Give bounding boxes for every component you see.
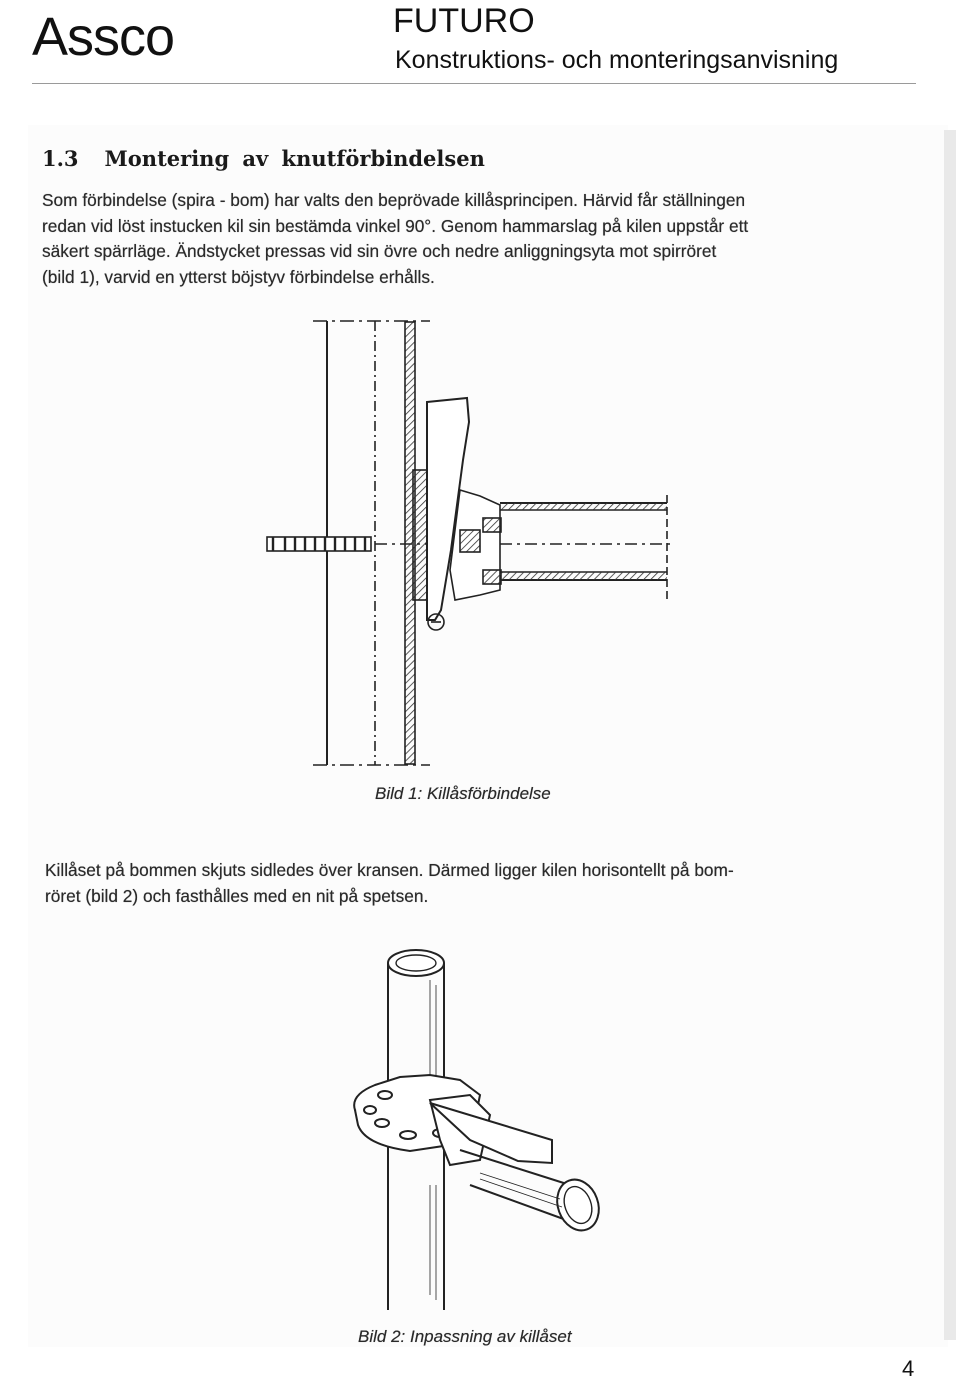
page-number: 4 <box>902 1356 915 1381</box>
paragraph-1-line: säkert spärrläge. Ändstycket pressas vid sin övre och nedre anliggningsyta mot spirröret <box>42 241 717 261</box>
figure-2-wedge-lock-fitting-drawing <box>330 935 620 1320</box>
figure-1-wedge-connection-drawing <box>255 310 685 780</box>
figure-1-caption: Bild 1: Killåsförbindelse <box>375 784 551 803</box>
document-subtitle: Konstruktions- och monteringsanvisning <box>395 46 839 74</box>
paragraph-1-line: (bild 1), varvid en ytterst böjstyv förbindelse erhålls. <box>42 266 435 287</box>
section-heading <box>42 146 485 171</box>
figure-2-caption: Bild 2: Inpassning av killåset <box>358 1327 572 1346</box>
paragraph-1 <box>42 188 912 290</box>
paragraph-2 <box>45 858 885 909</box>
section-title: Montering av knutförbindelsen <box>104 146 485 171</box>
product-title: FUTURO <box>393 2 535 40</box>
header-divider <box>32 83 916 84</box>
paragraph-1-line: redan vid löst instucken kil sin bestämda vinkel 90°. Genom hammarslag på kilen uppstår ett <box>42 215 749 236</box>
brand-logo: Assco <box>32 7 175 67</box>
paragraph-2-line: röret (bild 2) och fasthålles med en nit på spetsen. <box>45 885 429 906</box>
section-number: 1.3 <box>42 146 79 171</box>
paragraph-1-line: Som förbindelse (spira - bom) har valts den beprövade killåsprincipen. Härvid får ställningen <box>42 190 746 210</box>
scan-edge-shadow <box>944 130 956 1340</box>
paragraph-2-line: Killåset på bommen skjuts sidledes över kransen. Därmed ligger kilen horisontellt på bom- <box>45 860 734 880</box>
